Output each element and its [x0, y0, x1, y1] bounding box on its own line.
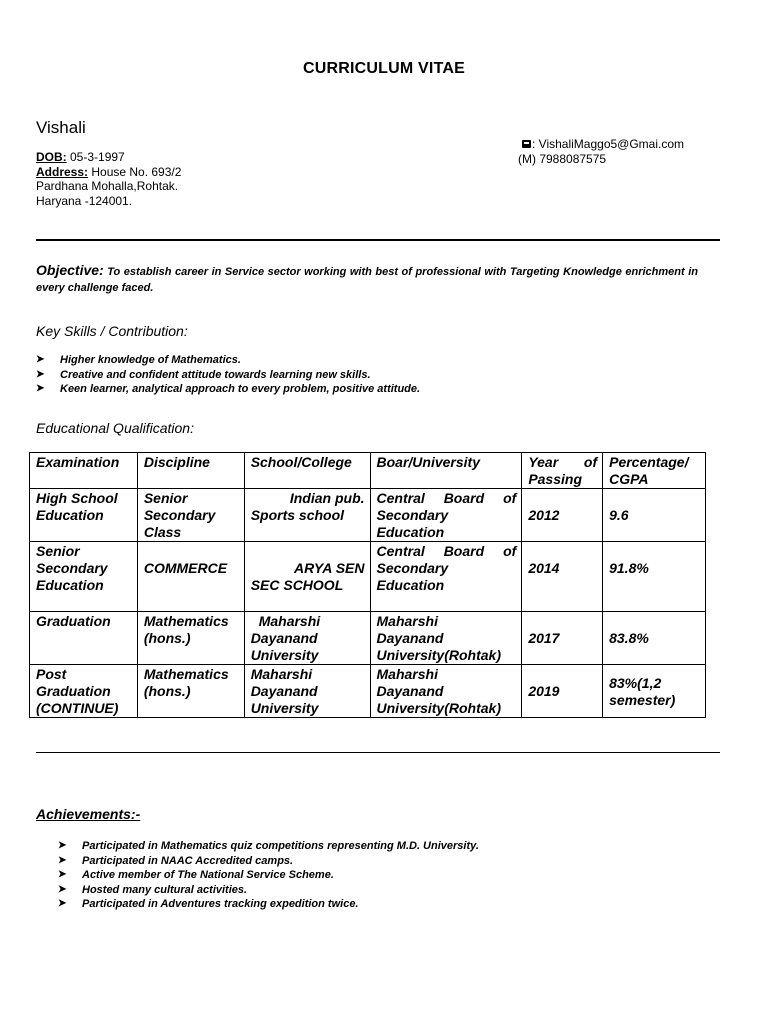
bullet-arrow-icon: ➤: [58, 854, 67, 866]
table-row: High School Education Senior Secondary Class Indian pub. Sports school Central Board of Secondary Education 2012 9.6: [30, 489, 706, 542]
education-heading: Educational Qualification:: [36, 420, 194, 436]
list-item: ➤ Higher knowledge of Mathematics.: [36, 354, 241, 366]
education-table: [29, 452, 706, 718]
bullet-arrow-icon: ➤: [36, 354, 45, 365]
list-item: ➤ Hosted many cultural activities.: [58, 883, 248, 896]
list-item: ➤ Creative and confident attitude towards learning new skills.: [36, 368, 371, 381]
objective-section: [36, 262, 698, 296]
table-header-row: [30, 453, 706, 489]
list-item: ➤ Keen learner, analytical approach to every problem, positive attitude.: [36, 383, 421, 395]
bullet-arrow-icon: ➤: [58, 840, 67, 851]
candidate-name: Vishali: [36, 118, 86, 137]
table-row: Graduation Mathematics (hons.) Maharshi Dayanand University Maharshi Dayanand University(Rohtak) 2017 83.8%: [30, 612, 706, 665]
header-examination: Examination: [30, 453, 138, 489]
table-row: Senior Secondary Education COMMERCE ARYA SEN SEC SCHOOL Central Board of Secondary Education 2014 91.8%: [30, 542, 706, 612]
achievements-heading: Achievements:-: [36, 806, 141, 822]
divider-top: [36, 239, 720, 241]
objective-heading: Objective:: [36, 262, 104, 278]
list-item: ➤ Active member of The National Service Scheme.: [58, 869, 334, 881]
address-value-3: Haryana -124001.: [36, 193, 133, 208]
bullet-arrow-icon: ➤: [36, 383, 45, 394]
contact-block: [518, 137, 685, 167]
achievements-list: [58, 839, 479, 912]
address-value-2: Pardhana Mohalla,Rohtak.: [36, 179, 179, 193]
address-label: Address:: [36, 164, 89, 179]
personal-info: [36, 150, 181, 208]
list-item: ➤ Participated in Adventures tracking expedition twice.: [58, 898, 359, 910]
skills-heading: Key Skills / Contribution:: [36, 323, 188, 339]
bullet-arrow-icon: ➤: [58, 883, 67, 895]
header-year: Year of Passing: [522, 453, 603, 489]
email-text: : VishaliMaggo5@Gmai.com: [532, 137, 685, 151]
objective-text: To establish career in Service sector working with best of professional with Targeting Knowledge enrichment in every challenge faced.: [36, 266, 698, 294]
table-row: Post Graduation (CONTINUE) Mathematics (hons.) Maharshi Dayanand University Maharshi Dayanand University(Rohtak) 2019 83%(1,2 semester): [30, 665, 706, 718]
bullet-arrow-icon: ➤: [58, 898, 67, 909]
email-line: [522, 137, 684, 152]
bullet-arrow-icon: ➤: [36, 368, 45, 380]
header-discipline: Discipline: [137, 453, 244, 489]
address-line: [36, 165, 181, 180]
skills-list: [36, 353, 420, 397]
list-item: ➤ Participated in NAAC Accredited camps.: [58, 854, 294, 867]
address-value-1: House No. 693/2: [88, 164, 182, 179]
bullet-arrow-icon: ➤: [58, 869, 67, 880]
divider-bottom: [36, 752, 720, 753]
header-percentage: Percentage/ CGPA: [603, 453, 706, 489]
document-title: CURRICULUM VITAE: [302, 60, 465, 77]
dob-value: 05-3-1997: [66, 150, 125, 164]
dob-line: [36, 150, 181, 165]
phone-number: (M) 7988087575: [518, 152, 607, 166]
header-school: School/College: [244, 453, 370, 489]
phone-icon: [522, 140, 531, 148]
dob-label: DOB:: [36, 150, 67, 164]
header-board: Boar/University: [370, 453, 522, 489]
list-item: ➤ Participated in Mathematics quiz competitions representing M.D. University.: [58, 840, 479, 852]
